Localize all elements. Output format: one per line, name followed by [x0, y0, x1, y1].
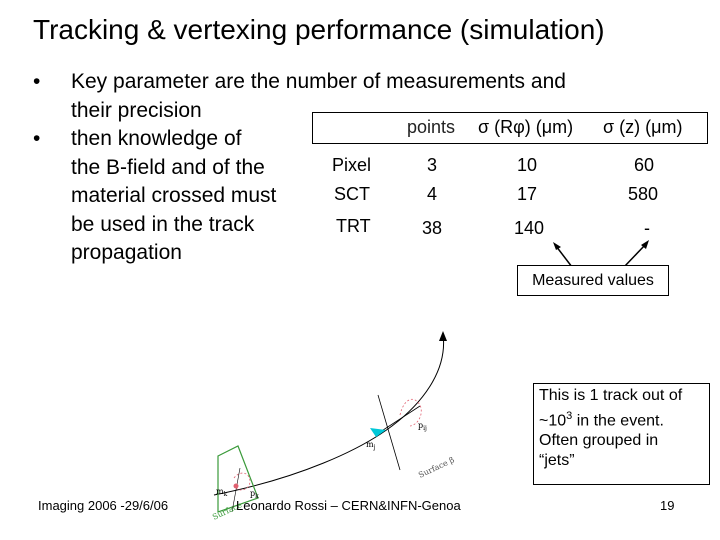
callout-arrow: [556, 246, 572, 267]
bullet-line: their precision: [71, 98, 202, 122]
label-m-mid: m: [366, 440, 374, 449]
measurement-point-icon: [234, 484, 239, 489]
footer-author: Leonardo Rossi – CERN&INFN-Genoa: [236, 498, 461, 513]
tangent-line: [380, 406, 420, 432]
table-cell: 3: [427, 155, 438, 175]
table-cell: 4: [427, 184, 438, 204]
header-sigma-z: σ (z) (μm): [603, 117, 683, 137]
track-arrow-icon: [439, 331, 447, 341]
bullet-line: then knowledge of: [71, 127, 242, 150]
table-cell: 38: [422, 218, 443, 238]
note-text: in the event.: [572, 412, 664, 430]
table-cell: 580: [628, 184, 659, 204]
label-p-mid-sub: ij: [423, 425, 427, 432]
bullet-line: Key parameter are the number of measurements and: [71, 70, 566, 93]
row-label-sct: SCT: [334, 184, 370, 204]
footer-date: Imaging 2006 -29/6/06: [38, 498, 169, 513]
bullet-line: the B-field and of the: [71, 155, 265, 179]
table-cell: -: [644, 218, 650, 238]
note-line: Often grouped in: [539, 432, 659, 450]
table-cell: 10: [517, 155, 538, 175]
svg-text:pij: [418, 421, 427, 432]
note-line: This is 1 track out of: [539, 387, 683, 404]
svg-text:mj: [366, 440, 376, 451]
arrow-head-icon: [553, 242, 561, 250]
label-m-left-sub: k: [223, 491, 228, 498]
bullet-dot-icon: •: [33, 70, 41, 93]
table-cell: 140: [514, 218, 545, 238]
table-cell: 17: [517, 184, 538, 204]
note-line: “jets”: [539, 452, 575, 470]
bullet-line: propagation: [71, 241, 182, 264]
note-text: ~10: [539, 412, 567, 430]
table-cell: 60: [634, 155, 655, 175]
label-p-mid: p: [418, 421, 424, 430]
label-p-left: p: [250, 489, 256, 498]
label-m-mid-sub: j: [373, 444, 376, 451]
note-superscript: 3: [566, 410, 573, 422]
label-surface-left: Surface: [211, 500, 244, 522]
header-points: points: [407, 117, 456, 137]
slide-title: Tracking & vertexing performance (simulation): [33, 14, 605, 45]
bullet-line: be used in the track: [71, 212, 255, 236]
header-sigma-rphi: σ (Rφ) (μm): [478, 117, 574, 137]
label-m-left: m: [216, 487, 224, 496]
note-line: [539, 406, 709, 431]
track-curve: [214, 334, 444, 495]
measured-values-callout: Measured values: [517, 265, 669, 296]
row-label-pixel: Pixel: [332, 155, 372, 175]
label-surface-mid: Surface β: [417, 455, 456, 480]
track-note-callout: [533, 383, 710, 485]
label-p-left-sub: k: [255, 493, 259, 500]
callout-arrow: [624, 244, 646, 267]
bullet-dot-icon: •: [33, 127, 41, 150]
page-number: 19: [660, 498, 675, 513]
row-label-trt: TRT: [336, 216, 371, 236]
bullet-line: material crossed must: [71, 184, 277, 207]
